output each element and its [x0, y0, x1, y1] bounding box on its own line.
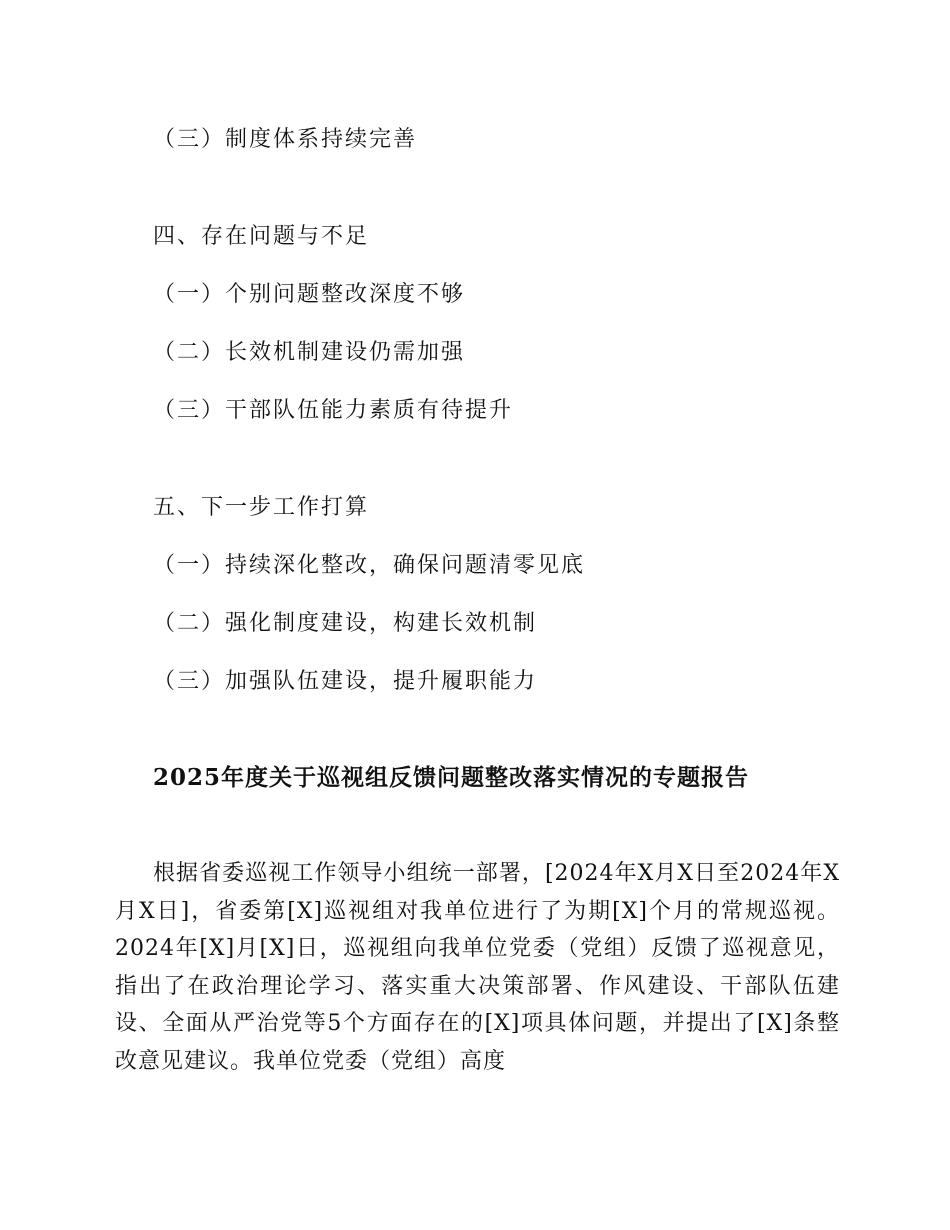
- section-5-item-3: （三）加强队伍建设，提升履职能力: [153, 669, 538, 694]
- section-4-item-1: （一）个别问题整改深度不够: [153, 282, 466, 307]
- section-4-heading: 四、存在问题与不足: [153, 224, 370, 249]
- section-5-item-1: （一）持续深化整改，确保问题清零见底: [153, 553, 586, 578]
- section-4-item-2: （二）长效机制建设仍需加强: [153, 340, 466, 365]
- report-paragraph: 根据省委巡视工作领导小组统一部署，[2024年X月X日至2024年X月X日]，省委第[X]巡视组对我单位进行了为期[X]个月的常规巡视。2024年[X]月[X]日，巡视组向我单位党委（党组）反馈了巡视意见，指出了在政治理论学习、落实重大决策部署、作风建设、干部队伍建设、全面从严治党等5个方面存在的[X]项具体问题，并提出了[X]条整改意见建议。我单位党委（党组）高度: [115, 861, 840, 1074]
- report-body: [115, 855, 840, 1080]
- report-title: 2025年度关于巡视组反馈问题整改落实情况的专题报告: [153, 764, 750, 791]
- section-5-heading: 五、下一步工作打算: [153, 495, 370, 520]
- subsection-3-3: （三）制度体系持续完善: [153, 127, 418, 152]
- section-5-item-2: （二）强化制度建设，构建长效机制: [153, 611, 538, 636]
- section-4-item-3: （三）干部队伍能力素质有待提升: [153, 398, 514, 423]
